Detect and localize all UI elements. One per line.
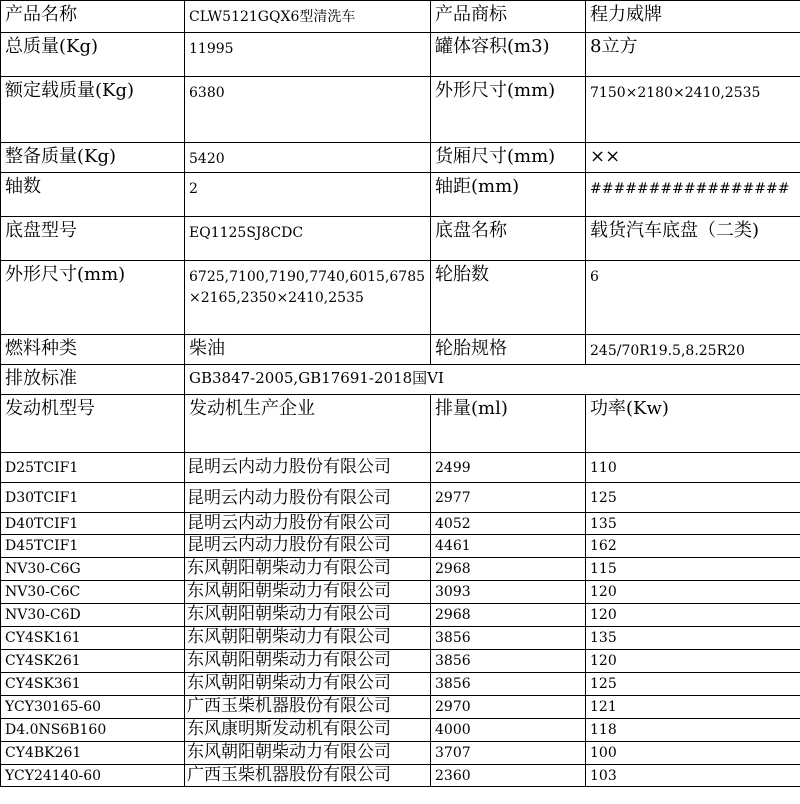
label-rated-load: 额定载质量(Kg) — [1, 77, 185, 143]
label-tank-volume: 罐体容积(m3) — [431, 33, 586, 77]
label-chassis-model: 底盘型号 — [1, 217, 185, 261]
value-cargo-dimensions: ×× — [586, 143, 800, 173]
engine-model: YCY24140-60 — [1, 765, 185, 787]
engine-displacement: 3856 — [431, 650, 586, 673]
header-engine-model: 发动机型号 — [1, 395, 185, 453]
label-fuel-type: 燃料种类 — [1, 335, 185, 365]
engine-displacement: 2977 — [431, 483, 586, 513]
engine-model: CY4SK261 — [1, 650, 185, 673]
engine-maker: 广西玉柴机器股份有限公司 — [185, 696, 431, 719]
engine-power: 120 — [586, 650, 800, 673]
engine-maker: 东风康明斯发动机有限公司 — [185, 719, 431, 742]
spec-row-curb-mass — [1, 143, 800, 173]
label-brand: 产品商标 — [431, 1, 586, 33]
engine-model: D4.0NS6B160 — [1, 719, 185, 742]
engine-header-row — [1, 395, 800, 453]
engine-displacement: 2499 — [431, 453, 586, 483]
value-tire-spec: 245/70R19.5,8.25R20 — [586, 335, 800, 365]
engine-maker: 东风朝阳朝柴动力有限公司 — [185, 627, 431, 650]
engine-maker: 东风朝阳朝柴动力有限公司 — [185, 558, 431, 581]
engine-maker: 昆明云内动力股份有限公司 — [185, 453, 431, 483]
engine-power: 162 — [586, 535, 800, 558]
label-tire-count: 轮胎数 — [431, 261, 586, 335]
label-curb-mass: 整备质量(Kg) — [1, 143, 185, 173]
table-row — [1, 604, 800, 627]
spec-row-rated-load — [1, 77, 800, 143]
engine-model: NV30-C6C — [1, 581, 185, 604]
table-row — [1, 483, 800, 513]
label-emission-standard: 排放标准 — [1, 365, 185, 395]
engine-displacement: 3856 — [431, 627, 586, 650]
engine-maker: 广西玉柴机器股份有限公司 — [185, 765, 431, 787]
label-wheelbase: 轴距(mm) — [431, 173, 586, 217]
engine-maker: 东风朝阳朝柴动力有限公司 — [185, 673, 431, 696]
table-row — [1, 673, 800, 696]
spec-row-product-name — [1, 1, 800, 33]
engine-maker: 昆明云内动力股份有限公司 — [185, 535, 431, 558]
engine-model: D45TCIF1 — [1, 535, 185, 558]
engine-model: NV30-C6D — [1, 604, 185, 627]
value-emission-standard: GB3847-2005,GB17691-2018国VI — [185, 365, 800, 395]
engine-model: D25TCIF1 — [1, 453, 185, 483]
spec-row-axles — [1, 173, 800, 217]
engine-maker: 东风朝阳朝柴动力有限公司 — [185, 581, 431, 604]
engine-displacement: 4000 — [431, 719, 586, 742]
engine-model: CY4BK261 — [1, 742, 185, 765]
value-tank-volume: 8立方 — [586, 33, 800, 77]
engine-power: 121 — [586, 696, 800, 719]
engine-power: 118 — [586, 719, 800, 742]
engine-power: 115 — [586, 558, 800, 581]
table-row — [1, 765, 800, 787]
table-row — [1, 742, 800, 765]
spec-row-chassis-dimensions — [1, 261, 800, 335]
table-row — [1, 513, 800, 535]
engine-displacement: 4052 — [431, 513, 586, 535]
label-outer-dimensions: 外形尺寸(mm) — [431, 77, 586, 143]
engine-model: CY4SK161 — [1, 627, 185, 650]
engine-power: 120 — [586, 581, 800, 604]
engine-power: 103 — [586, 765, 800, 787]
engine-model: D30TCIF1 — [1, 483, 185, 513]
table-row — [1, 650, 800, 673]
engine-model: NV30-C6G — [1, 558, 185, 581]
label-tire-spec: 轮胎规格 — [431, 335, 586, 365]
engine-power: 125 — [586, 673, 800, 696]
header-power: 功率(Kw) — [586, 395, 800, 453]
engine-maker: 昆明云内动力股份有限公司 — [185, 513, 431, 535]
spec-row-chassis-model — [1, 217, 800, 261]
engine-displacement: 2360 — [431, 765, 586, 787]
engine-maker: 东风朝阳朝柴动力有限公司 — [185, 650, 431, 673]
engine-model: CY4SK361 — [1, 673, 185, 696]
value-outer-dimensions: 7150×2180×2410,2535 — [586, 77, 800, 143]
engine-displacement: 4461 — [431, 535, 586, 558]
value-curb-mass: 5420 — [185, 143, 431, 173]
table-row — [1, 581, 800, 604]
value-chassis-name: 载货汽车底盘（二类) — [586, 217, 800, 261]
engine-displacement: 3856 — [431, 673, 586, 696]
engine-model: D40TCIF1 — [1, 513, 185, 535]
header-displacement: 排量(ml) — [431, 395, 586, 453]
table-row — [1, 696, 800, 719]
value-fuel-type: 柴油 — [185, 335, 431, 365]
label-total-mass: 总质量(Kg) — [1, 33, 185, 77]
engine-displacement: 2968 — [431, 604, 586, 627]
engine-power: 100 — [586, 742, 800, 765]
spec-row-total-mass — [1, 33, 800, 77]
value-rated-load: 6380 — [185, 77, 431, 143]
engine-displacement: 3707 — [431, 742, 586, 765]
engine-maker: 东风朝阳朝柴动力有限公司 — [185, 742, 431, 765]
engine-displacement: 2970 — [431, 696, 586, 719]
label-product-name: 产品名称 — [1, 1, 185, 33]
spec-row-fuel — [1, 335, 800, 365]
label-axles: 轴数 — [1, 173, 185, 217]
engine-model: YCY30165-60 — [1, 696, 185, 719]
engine-power: 135 — [586, 513, 800, 535]
header-engine-maker: 发动机生产企业 — [185, 395, 431, 453]
engine-power: 110 — [586, 453, 800, 483]
value-total-mass: 11995 — [185, 33, 431, 77]
engine-displacement: 3093 — [431, 581, 586, 604]
value-wheelbase: ################# — [586, 173, 800, 217]
value-chassis-model: EQ1125SJ8CDC — [185, 217, 431, 261]
value-chassis-dimensions: 6725,7100,7190,7740,6015,6785×2165,2350×2410,2535 — [185, 261, 431, 335]
table-row — [1, 535, 800, 558]
engine-power: 125 — [586, 483, 800, 513]
table-row — [1, 453, 800, 483]
label-chassis-dimensions: 外形尺寸(mm) — [1, 261, 185, 335]
engine-power: 135 — [586, 627, 800, 650]
value-tire-count: 6 — [586, 261, 800, 335]
spec-row-emission — [1, 365, 800, 395]
table-row — [1, 719, 800, 742]
value-axles: 2 — [185, 173, 431, 217]
engine-maker: 东风朝阳朝柴动力有限公司 — [185, 604, 431, 627]
value-product-name: CLW5121GQX6型清洗车 — [185, 1, 431, 33]
engine-maker: 昆明云内动力股份有限公司 — [185, 483, 431, 513]
label-cargo-dimensions: 货厢尺寸(mm) — [431, 143, 586, 173]
table-row — [1, 558, 800, 581]
engine-power: 120 — [586, 604, 800, 627]
engine-displacement: 2968 — [431, 558, 586, 581]
label-chassis-name: 底盘名称 — [431, 217, 586, 261]
value-brand: 程力威牌 — [586, 1, 800, 33]
table-row — [1, 627, 800, 650]
